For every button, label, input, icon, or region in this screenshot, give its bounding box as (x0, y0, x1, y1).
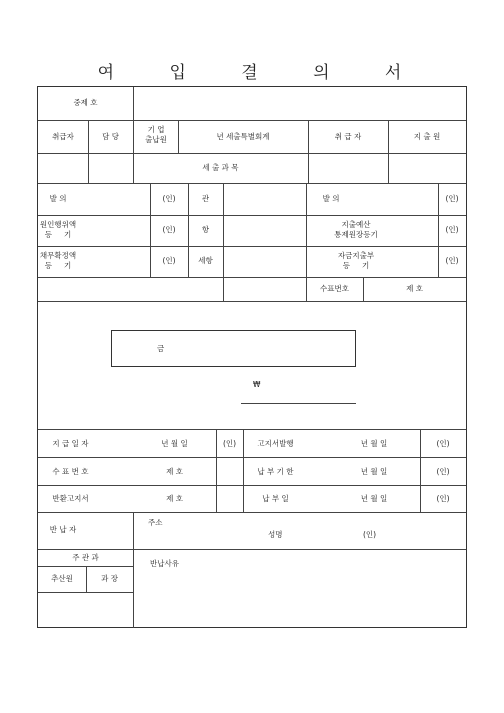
return-notice-value: 제 호 (166, 494, 183, 503)
rule (38, 512, 466, 513)
check-no-label: 수 표 번 호 (52, 467, 89, 476)
rule (388, 120, 389, 183)
paid-date-value: 년 월 일 (360, 494, 388, 503)
rule (38, 215, 466, 216)
seal-label: (인) (162, 225, 176, 234)
paid-date-label: 납 부 일 (262, 494, 289, 503)
seal2-label: (인) (445, 225, 459, 234)
seal2-label: (인) (436, 439, 450, 448)
debt-ledger-label: 채무확정액 등 기 (39, 251, 77, 270)
rule (38, 485, 466, 486)
due-date-value: 년 월 일 (360, 467, 388, 476)
seal-label: (인) (162, 194, 176, 203)
name-label: 성명 (268, 530, 283, 539)
return-notice-label: 반환고지서 (52, 494, 89, 503)
voucher-form (37, 86, 467, 628)
rule (308, 120, 309, 183)
handler2-label: 취 급 자 (334, 132, 362, 141)
rule (133, 512, 134, 628)
number-label: 중제 호 (73, 98, 98, 107)
seal-label: (인) (363, 530, 377, 539)
company-tax-label: 기 업 출납원 (145, 125, 167, 144)
returner-label: 반 납 자 (49, 525, 77, 534)
rule (38, 549, 466, 550)
disbursing-officer-label: 지 출 원 (413, 132, 441, 141)
seal-label: (인) (436, 467, 450, 476)
seal2-label: (인) (445, 194, 459, 203)
dept-label: 주 관 과 (72, 553, 99, 562)
check-number-value: 제 호 (406, 284, 423, 293)
rule (223, 183, 224, 301)
rule (38, 183, 466, 184)
rule (38, 457, 466, 458)
seal-label: (인) (222, 439, 237, 448)
cause-ledger-label: 원인행위액 등 기 (39, 220, 77, 239)
rule (38, 301, 466, 302)
notice-issue-label: 고지서발행 (257, 439, 294, 448)
budget-ledger-label: 지출예산 통제원장등기 (334, 220, 378, 239)
expenditure-item-label: 세 출 과 목 (202, 163, 239, 172)
hang-label: 항 (201, 225, 210, 234)
pay-date-label: 지 급 일 자 (52, 439, 89, 448)
gwan-label: 관 (201, 194, 210, 203)
seal-label: (인) (436, 494, 450, 503)
chief-label: 과 장 (101, 574, 118, 583)
reason-label: 반납사유 (150, 559, 179, 568)
won-sign: ₩ (253, 380, 261, 389)
seal2-label: (인) (445, 256, 459, 265)
sehang-label: 세항 (198, 256, 213, 265)
rule (38, 277, 466, 278)
due-label: 납 부 기 한 (257, 467, 294, 476)
amount-underline (241, 403, 356, 404)
issue-label: 발 의 (49, 194, 67, 203)
payment-ledger-label: 자금지출부 등 기 (337, 251, 375, 270)
rule (38, 592, 133, 593)
notice-date-value: 년 월 일 (360, 439, 388, 448)
pay-date-value: 년 월 일 (161, 439, 188, 448)
rule (88, 120, 89, 183)
tax-account-label: 년 세출특별회계 (216, 132, 270, 141)
handler-label: 취급자 (52, 132, 74, 141)
amount-label: 금 (157, 344, 165, 353)
rule (38, 120, 466, 121)
rule (38, 246, 466, 247)
document-title: 여 입 결 의 서 (97, 63, 427, 83)
rule (38, 429, 466, 430)
amount-box (111, 330, 356, 367)
address-label: 주소 (148, 518, 163, 527)
accountant-label: 추산원 (51, 574, 73, 583)
seal-label: (인) (162, 256, 176, 265)
check-no-value: 제 호 (166, 467, 183, 476)
issue2-label: 발 의 (322, 194, 340, 203)
in-charge-label: 담 당 (102, 132, 119, 141)
rule (38, 153, 466, 154)
check-number-label: 수표번호 (320, 284, 349, 293)
